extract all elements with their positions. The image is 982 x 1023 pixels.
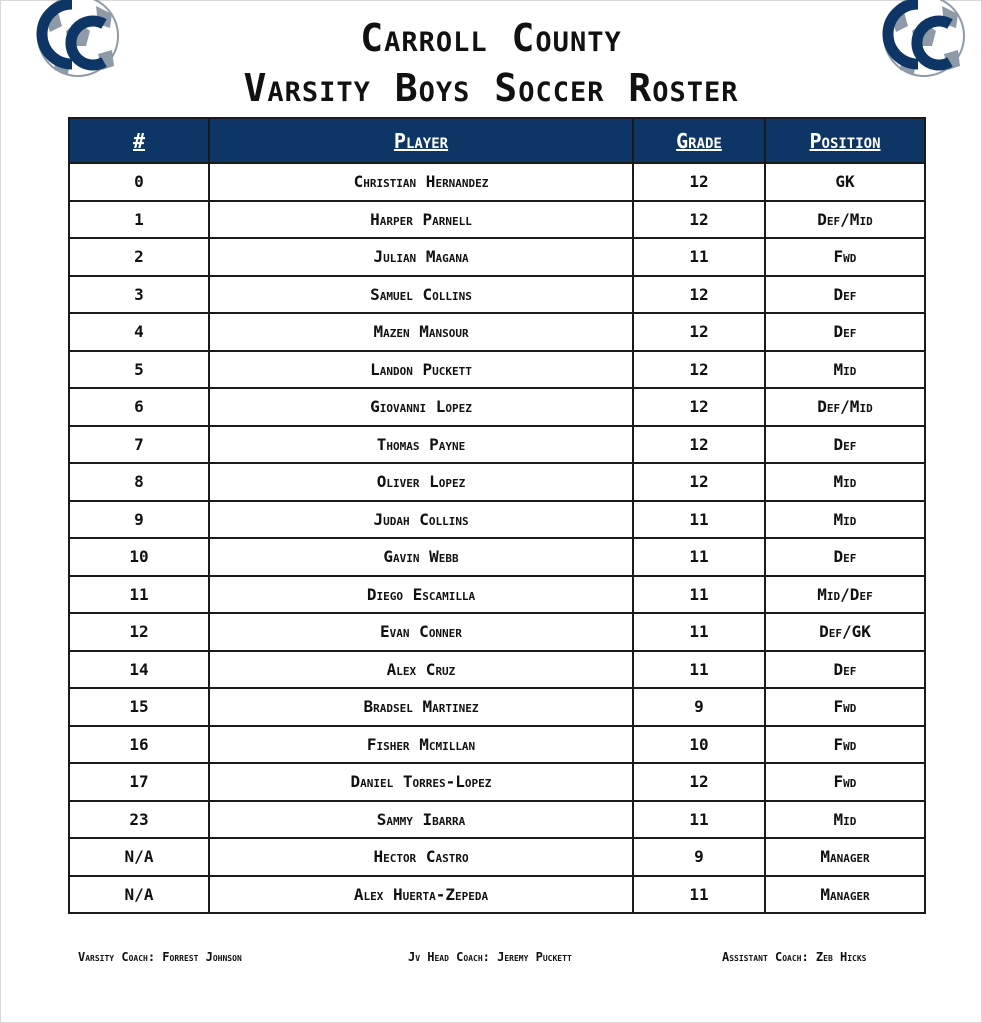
cell-grade: 11: [633, 876, 765, 914]
cell-player: Julian Magana: [209, 238, 633, 276]
cell-number: 8: [69, 463, 209, 501]
table-row: [69, 276, 925, 314]
cell-player: Evan Conner: [209, 613, 633, 651]
cell-player: Bradsel Martinez: [209, 688, 633, 726]
column-header-position: Position: [765, 118, 925, 163]
cell-position: Def/GK: [765, 613, 925, 651]
table-row: [69, 613, 925, 651]
cell-player: Alex Huerta-Zepeda: [209, 876, 633, 914]
cell-position: Mid: [765, 501, 925, 539]
varsity-coach-credit: Varsity Coach: Forrest Johnson: [78, 950, 242, 964]
cell-grade: 12: [633, 388, 765, 426]
table-row: [69, 838, 925, 876]
cell-grade: 9: [633, 688, 765, 726]
cell-position: Def: [765, 538, 925, 576]
cell-player: Diego Escamilla: [209, 576, 633, 614]
cell-number: 15: [69, 688, 209, 726]
cell-number: 7: [69, 426, 209, 464]
cell-grade: 11: [633, 651, 765, 689]
cell-number: 6: [69, 388, 209, 426]
cell-position: Fwd: [765, 238, 925, 276]
cell-number: 3: [69, 276, 209, 314]
roster-header-row: [69, 118, 925, 163]
cell-number: 11: [69, 576, 209, 614]
table-row: [69, 763, 925, 801]
cell-player: Landon Puckett: [209, 351, 633, 389]
cell-grade: 11: [633, 501, 765, 539]
cell-number: 2: [69, 238, 209, 276]
cell-grade: 11: [633, 238, 765, 276]
cell-player: Alex Cruz: [209, 651, 633, 689]
cell-number: 23: [69, 801, 209, 839]
cell-player: Hector Castro: [209, 838, 633, 876]
cell-player: Fisher Mcmillan: [209, 726, 633, 764]
table-row: [69, 426, 925, 464]
column-header-number: #: [69, 118, 209, 163]
cell-position: Def: [765, 651, 925, 689]
cell-number: 5: [69, 351, 209, 389]
table-row: [69, 163, 925, 201]
cell-grade: 11: [633, 538, 765, 576]
table-row: [69, 238, 925, 276]
cell-number: 0: [69, 163, 209, 201]
cell-position: Fwd: [765, 726, 925, 764]
table-row: [69, 688, 925, 726]
cell-position: GK: [765, 163, 925, 201]
cell-grade: 12: [633, 426, 765, 464]
cell-player: Mazen Mansour: [209, 313, 633, 351]
cell-position: Fwd: [765, 763, 925, 801]
table-row: [69, 201, 925, 239]
table-row: [69, 876, 925, 914]
jv-head-coach-credit: Jv Head Coach: Jeremy Puckett: [408, 950, 572, 964]
table-row: [69, 501, 925, 539]
cell-player: Gavin Webb: [209, 538, 633, 576]
table-row: [69, 351, 925, 389]
cell-position: Def: [765, 313, 925, 351]
cell-number: 9: [69, 501, 209, 539]
cell-position: Def/Mid: [765, 388, 925, 426]
table-row: [69, 538, 925, 576]
cell-grade: 11: [633, 801, 765, 839]
cell-position: Mid: [765, 351, 925, 389]
table-row: [69, 463, 925, 501]
cell-number: N/A: [69, 876, 209, 914]
cell-number: 1: [69, 201, 209, 239]
cell-player: Christian Hernandez: [209, 163, 633, 201]
cell-number: 16: [69, 726, 209, 764]
table-row: [69, 801, 925, 839]
cell-number: 14: [69, 651, 209, 689]
cell-grade: 12: [633, 163, 765, 201]
cell-grade: 12: [633, 463, 765, 501]
cell-grade: 12: [633, 313, 765, 351]
cell-number: N/A: [69, 838, 209, 876]
table-row: [69, 576, 925, 614]
cell-player: Samuel Collins: [209, 276, 633, 314]
cell-player: Sammy Ibarra: [209, 801, 633, 839]
table-row: [69, 651, 925, 689]
cell-grade: 10: [633, 726, 765, 764]
cell-player: Harper Parnell: [209, 201, 633, 239]
cell-number: 10: [69, 538, 209, 576]
cell-position: Def/Mid: [765, 201, 925, 239]
cell-position: Manager: [765, 838, 925, 876]
cell-number: 17: [69, 763, 209, 801]
cell-position: Mid: [765, 463, 925, 501]
cell-position: Def: [765, 426, 925, 464]
cell-position: Mid/Def: [765, 576, 925, 614]
title-roster: Varsity Boys Soccer Roster: [243, 66, 739, 110]
table-row: [69, 726, 925, 764]
cell-position: Mid: [765, 801, 925, 839]
cell-grade: 11: [633, 613, 765, 651]
cell-number: 4: [69, 313, 209, 351]
table-row: [69, 313, 925, 351]
title-school: Carroll County: [360, 16, 622, 60]
cell-player: Daniel Torres-Lopez: [209, 763, 633, 801]
cell-grade: 12: [633, 351, 765, 389]
cell-position: Def: [765, 276, 925, 314]
cell-grade: 9: [633, 838, 765, 876]
roster-table: [68, 117, 926, 914]
cell-player: Thomas Payne: [209, 426, 633, 464]
cell-grade: 12: [633, 201, 765, 239]
column-header-grade: Grade: [633, 118, 765, 163]
cell-grade: 12: [633, 276, 765, 314]
assistant-coach-credit: Assistant Coach: Zeb Hicks: [722, 950, 867, 964]
cell-number: 12: [69, 613, 209, 651]
cell-player: Giovanni Lopez: [209, 388, 633, 426]
cell-position: Fwd: [765, 688, 925, 726]
cell-player: Judah Collins: [209, 501, 633, 539]
cell-grade: 12: [633, 763, 765, 801]
table-row: [69, 388, 925, 426]
cell-grade: 11: [633, 576, 765, 614]
cell-position: Manager: [765, 876, 925, 914]
column-header-player: Player: [209, 118, 633, 163]
cell-player: Oliver Lopez: [209, 463, 633, 501]
